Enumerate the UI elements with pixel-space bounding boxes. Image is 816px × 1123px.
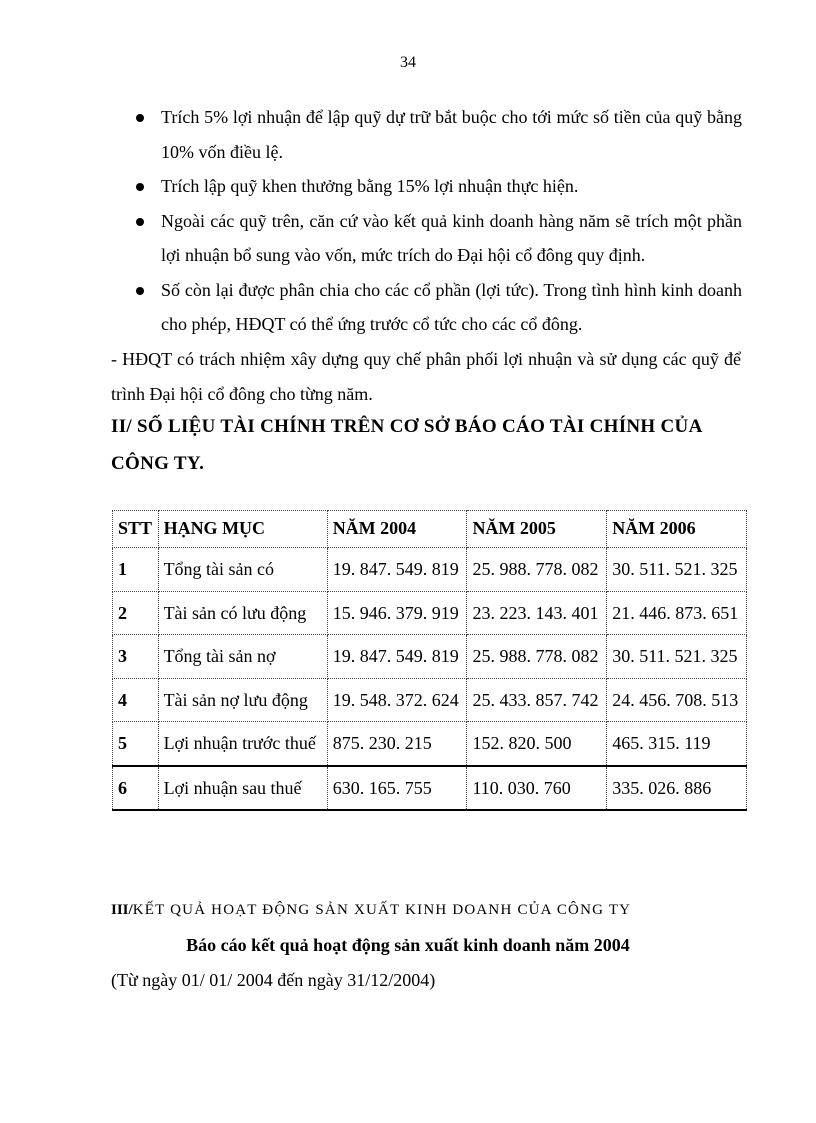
cell-2006: 335. 026. 886 [607,766,747,811]
cell-stt: 3 [113,635,159,679]
cell-2004: 19. 847. 549. 819 [327,635,467,679]
header-2006: NĂM 2006 [607,511,747,548]
section-3-number: III/ [111,902,133,918]
table-row [113,635,747,679]
table-row [113,766,747,811]
cell-2006: 30. 511. 521. 325 [607,635,747,679]
cell-stt: 2 [113,591,159,635]
table-row [113,722,747,766]
cell-2004: 19. 548. 372. 624 [327,678,467,722]
table-row [113,591,747,635]
cell-2004: 630. 165. 755 [327,766,467,811]
cell-2005: 25. 988. 778. 082 [467,548,607,592]
cell-item: Lợi nhuận sau thuế [158,766,327,811]
cell-stt: 5 [113,722,159,766]
list-item-text: Ngoài các quỹ trên, căn cứ vào kết quả kinh doanh hàng năm sẽ trích một phần lợi nhuận bổ sung vào vốn, mức trích do Đại hội cổ đông quy định. [161,210,742,265]
bullet-icon [136,183,144,191]
cell-2006: 24. 456. 708. 513 [607,678,747,722]
cell-2006: 21. 446. 873. 651 [607,591,747,635]
cell-item: Tổng tài sản nợ [158,635,327,679]
list-item [130,273,742,342]
page-number: 34 [400,54,416,71]
cell-2005: 25. 433. 857. 742 [467,678,607,722]
report-title: Báo cáo kết quả hoạt động sản xuất kinh doanh năm 2004 [186,935,630,955]
list-item [130,100,742,169]
section-3-title: KẾT QUẢ HOẠT ĐỘNG SẢN XUẤT KINH DOANH CỦA CÔNG TY [132,902,632,918]
header-item: HẠNG MỤC [158,511,327,548]
section-3-heading [111,898,751,922]
list-item-text: Trích 5% lợi nhuận để lập quỹ dự trữ bắt buộc cho tới mức số tiền của quỹ bằng 10% vốn điều lệ. [161,107,742,162]
hdqt-paragraph: - HĐQT có trách nhiệm xây dựng quy chế phân phối lợi nhuận và sử dụng các quỹ để trình Đại hội cổ đông cho từng năm. [111,349,741,404]
cell-2006: 465. 315. 119 [607,722,747,766]
header-2005: NĂM 2005 [467,511,607,548]
table-row [113,678,747,722]
bullet-icon [136,287,144,295]
section-2-heading: II/ SỐ LIỆU TÀI CHÍNH TRÊN CƠ SỞ BÁO CÁO TÀI CHÍNH CỦA CÔNG TY. [111,416,702,474]
cell-stt: 4 [113,678,159,722]
table-row [113,548,747,592]
list-item-text: Số còn lại được phân chia cho các cổ phần (lợi tức). Trong tình hình kinh doanh cho phép, HĐQT có thể ứng trước cổ tức cho các cổ đông. [161,279,742,334]
cell-stt: 1 [113,548,159,592]
bullet-icon [136,114,144,122]
cell-item: Tổng tài sản có [158,548,327,592]
bullet-icon [136,218,144,226]
cell-2005: 25. 988. 778. 082 [467,635,607,679]
table-header-row [113,511,747,548]
cell-stt: 6 [113,766,159,811]
cell-2005: 110. 030. 760 [467,766,607,811]
list-item-text: Trích lập quỹ khen thưởng bằng 15% lợi nhuận thực hiện. [161,176,579,196]
header-stt: STT [113,511,159,548]
cell-item: Tài sản có lưu động [158,591,327,635]
list-item [130,204,742,273]
financial-table [112,510,747,811]
cell-item: Lợi nhuận trước thuế [158,722,327,766]
cell-2006: 30. 511. 521. 325 [607,548,747,592]
cell-2005: 152. 820. 500 [467,722,607,766]
report-period: (Từ ngày 01/ 01/ 2004 đến ngày 31/12/2004) [111,970,436,990]
header-2004: NĂM 2004 [327,511,467,548]
cell-2004: 875. 230. 215 [327,722,467,766]
list-item [130,169,742,204]
profit-distribution-list [130,100,742,342]
cell-2004: 15. 946. 379. 919 [327,591,467,635]
cell-2005: 23. 223. 143. 401 [467,591,607,635]
cell-item: Tài sản nợ lưu động [158,678,327,722]
cell-2004: 19. 847. 549. 819 [327,548,467,592]
